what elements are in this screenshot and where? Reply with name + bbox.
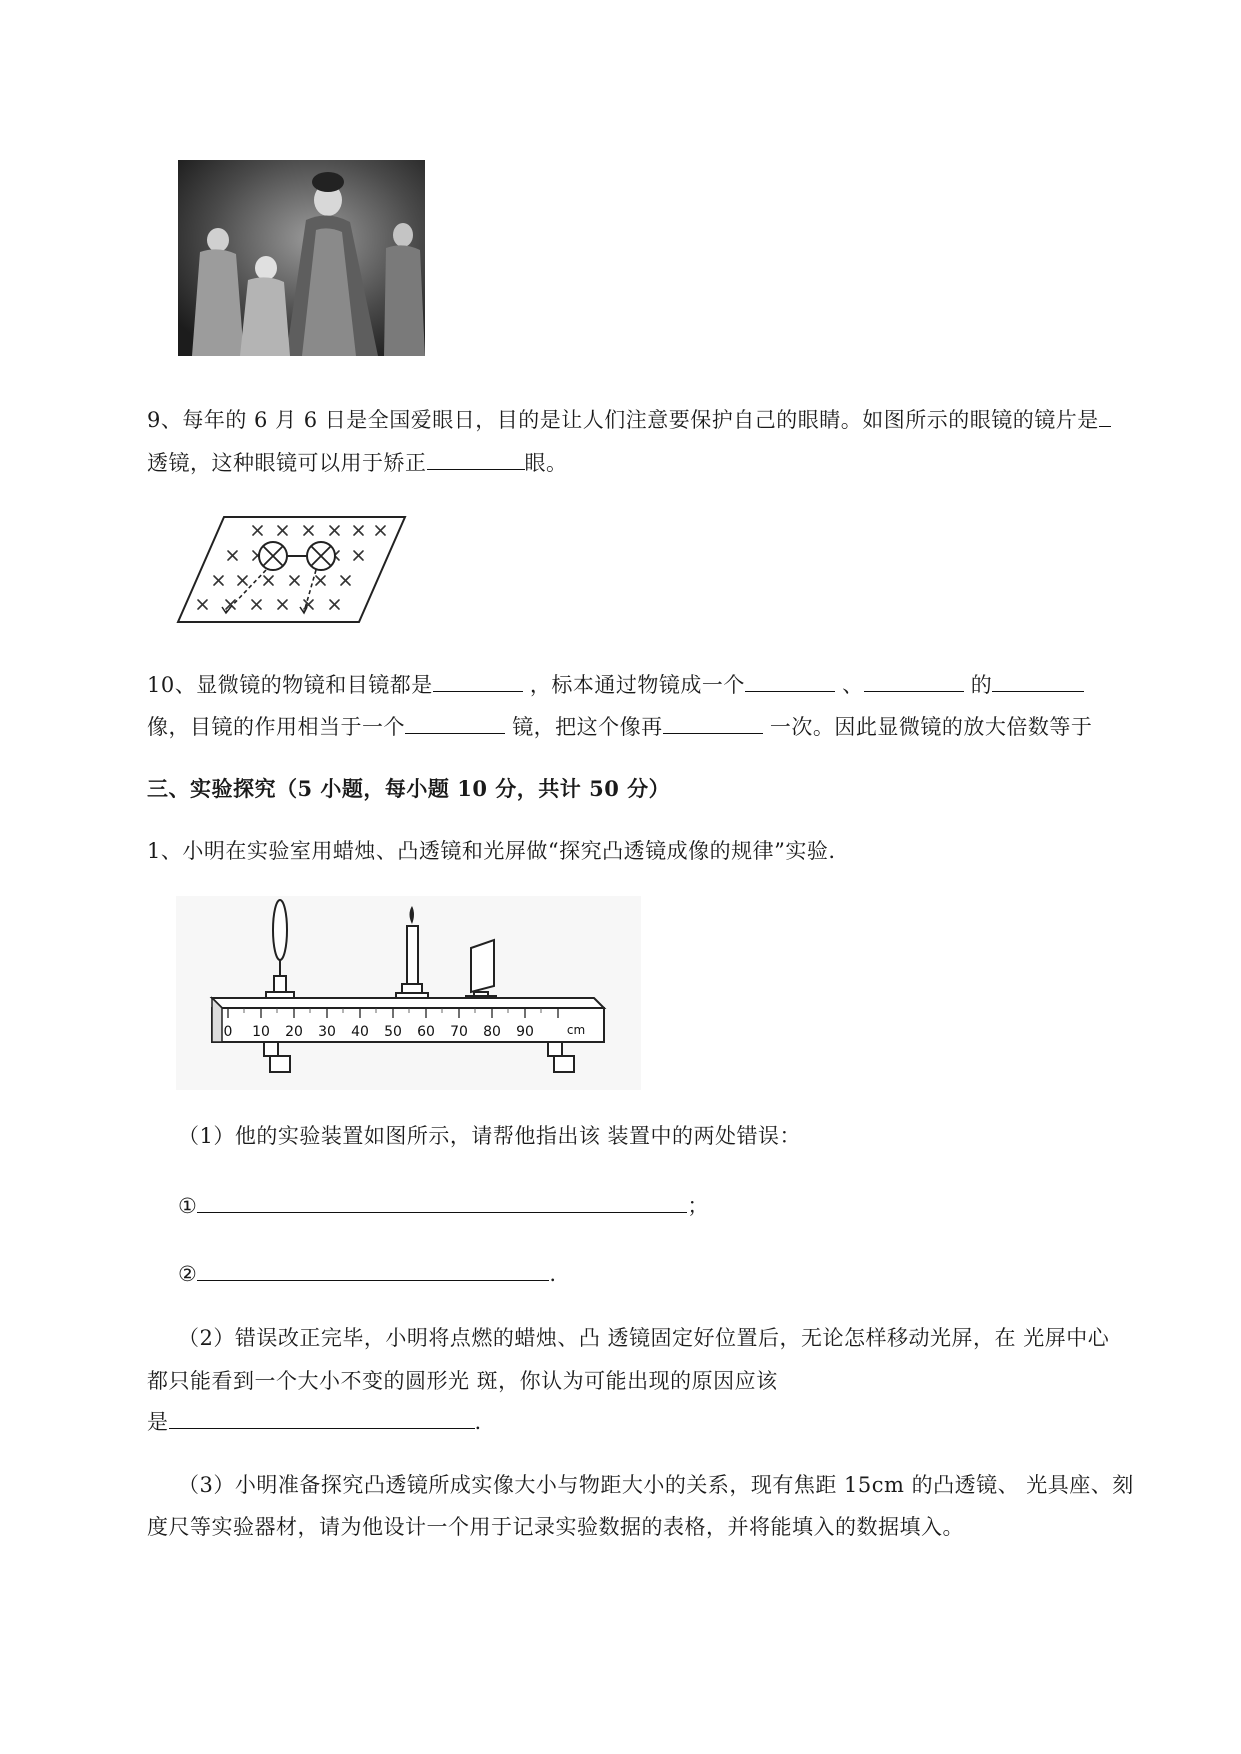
exp1-part3-line1: （3）小明准备探究凸透镜所成实像大小与物距大小的关系，现有焦距 15cm 的凸透镜、 光具座、刻 — [178, 1473, 1134, 1497]
q10-blank-image-2[interactable] — [864, 669, 964, 692]
ruler-tick-label: 80 — [483, 1024, 501, 1040]
q9-blank-eye-condition[interactable] — [427, 447, 525, 470]
item1-marker: ① — [178, 1194, 198, 1218]
exp1-item2 — [178, 1258, 557, 1289]
q10-blank-eyepiece[interactable] — [405, 711, 505, 734]
q9-text-2b: 眼。 — [524, 451, 568, 475]
exp1-blank-error-2[interactable] — [197, 1258, 549, 1281]
q9-line2 — [147, 447, 568, 478]
ruler-tick-label: 50 — [384, 1024, 402, 1040]
q10-blank-magnify[interactable] — [663, 711, 763, 734]
ruler-tick-label: 40 — [351, 1024, 369, 1040]
q10-text-2a: 像，目镜的作用相当于一个 — [147, 715, 405, 739]
exp1-item1 — [178, 1190, 709, 1221]
q10-line2 — [147, 711, 1092, 742]
exp1-part1: （1）他的实验装置如图所示，请帮他指出该 装置中的两处错误： — [178, 1124, 802, 1148]
q10-text-1a: 10、显微镜的物镜和目镜都是 — [147, 673, 433, 697]
q10-blank-image-1[interactable] — [745, 669, 835, 692]
ruler-tick-label: 10 — [252, 1024, 270, 1040]
exp1-part3-line2: 度尺等实验器材，请为他设计一个用于记录实验数据的表格，并将能填入的数据填入。 — [147, 1515, 964, 1539]
q10-text-1d: 的 — [970, 673, 993, 697]
ruler-tick-label: 20 — [285, 1024, 303, 1040]
q9-line1 — [147, 404, 1111, 435]
section-heading: 三、实验探究（5 小题，每小题 10 分，共计 50 分） — [147, 776, 671, 801]
q9-text-2a: 透镜，这种眼镜可以用于矫正 — [147, 451, 427, 475]
ruler-tick-label: 90 — [516, 1024, 534, 1040]
exp1-blank-error-1[interactable] — [197, 1190, 687, 1213]
part2-text-a: 是 — [147, 1410, 169, 1434]
q10-text-1c: 、 — [842, 673, 864, 697]
exp1-part2-line2: 都只能看到一个大小不变的圆形光 斑，你认为可能出现的原因应该 — [147, 1369, 778, 1393]
exp1-part2-line3 — [147, 1406, 482, 1437]
q10-text-2b: 镜，把这个像再 — [512, 715, 663, 739]
ruler-tick-label: 60 — [417, 1024, 435, 1040]
ruler-unit-label: cm — [566, 1023, 586, 1037]
item1-end: ； — [687, 1194, 709, 1218]
ruler-tick-label: 70 — [450, 1024, 468, 1040]
optical-bench-diagram — [176, 896, 641, 1090]
exp1-part2-line1: （2）错误改正完毕，小明将点燃的蜡烛、凸 透镜固定好位置后，无论怎样移动光屏，在 光屏中心 — [178, 1326, 1110, 1350]
q10-blank-lens[interactable] — [433, 669, 523, 692]
magnetic-field-diagram — [176, 514, 408, 626]
dancers-photo — [178, 160, 425, 356]
part2-text-b: . — [474, 1410, 482, 1434]
ruler-tick-label: 0 — [223, 1024, 233, 1040]
item2-end: . — [549, 1262, 557, 1286]
exp1-intro: 1、小明在实验室用蜡烛、凸透镜和光屏做“探究凸透镜成像的规律”实验. — [147, 839, 836, 863]
q10-text-1b: ，标本通过物镜成一个 — [529, 673, 745, 697]
q10-text-2c: 一次。因此显微镜的放大倍数等于 — [769, 715, 1093, 739]
exp1-blank-reason[interactable] — [169, 1406, 475, 1429]
q10-blank-image-3[interactable] — [992, 669, 1084, 692]
item2-marker: ② — [178, 1262, 198, 1286]
q10-line1 — [147, 669, 1084, 700]
ruler-tick-label: 30 — [318, 1024, 336, 1040]
q9-text-1: 9、每年的 6 月 6 日是全国爱眼日，目的是让人们注意要保护自己的眼睛。如图所示的眼镜的镜片是 — [147, 408, 1099, 432]
q9-blank-lens-type[interactable] — [1099, 404, 1111, 427]
